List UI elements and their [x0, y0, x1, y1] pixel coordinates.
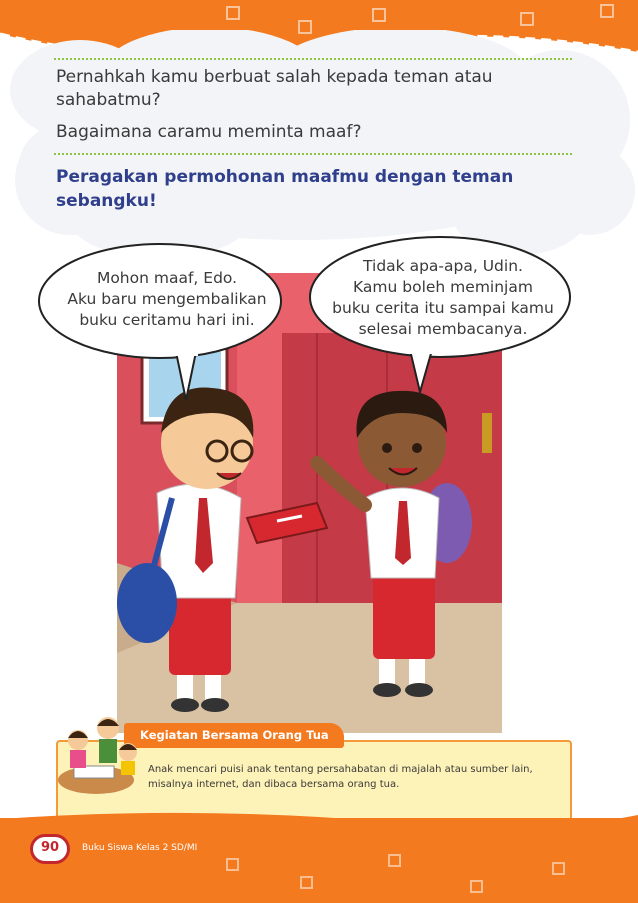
- bubble-left-line-1: Mohon maaf, Edo.: [96, 269, 238, 287]
- question-line-1: Pernahkah kamu berbuat salah kepada teman atau sahabatmu?: [56, 67, 493, 110]
- bubble-right-line-2: Kamu boleh meminjam: [353, 278, 533, 296]
- bubble-left-line-2: Aku baru mengembalikan: [67, 290, 267, 308]
- page-number: 90: [40, 840, 60, 855]
- decor-square: [552, 862, 565, 875]
- bubble-right-line-1: Tidak apa-apa, Udin.: [363, 257, 523, 275]
- bubble-left-line-3: buku ceritamu hari ini.: [79, 311, 255, 329]
- speech-bubble-right-text: [318, 256, 568, 340]
- decor-square: [226, 858, 239, 871]
- decor-square: [388, 854, 401, 867]
- family-reading-icon: [56, 708, 146, 798]
- bubble-right-line-4: selesai membacanya.: [358, 320, 528, 338]
- speech-bubbles: [0, 0, 638, 420]
- activity-title: Kegiatan Bersama Orang Tua: [140, 728, 329, 742]
- activity-text: Anak mencari puisi anak tentang persahabatan di majalah atau sumber lain, misalnya internet, dan dibaca bersama orang tua.: [148, 764, 533, 790]
- bubble-right-line-3: buku cerita itu sampai kamu: [332, 299, 554, 317]
- question-line-2: Bagaimana caramu meminta maaf?: [56, 122, 362, 142]
- decor-square: [470, 880, 483, 893]
- book-title: Buku Siswa Kelas 2 SD/MI: [82, 843, 198, 853]
- bottom-decor-band: [0, 818, 638, 903]
- instruction-text: Peragakan permohonan maafmu dengan teman sebangku!: [56, 167, 514, 211]
- speech-bubble-left-text: [52, 268, 282, 331]
- decor-square: [300, 876, 313, 889]
